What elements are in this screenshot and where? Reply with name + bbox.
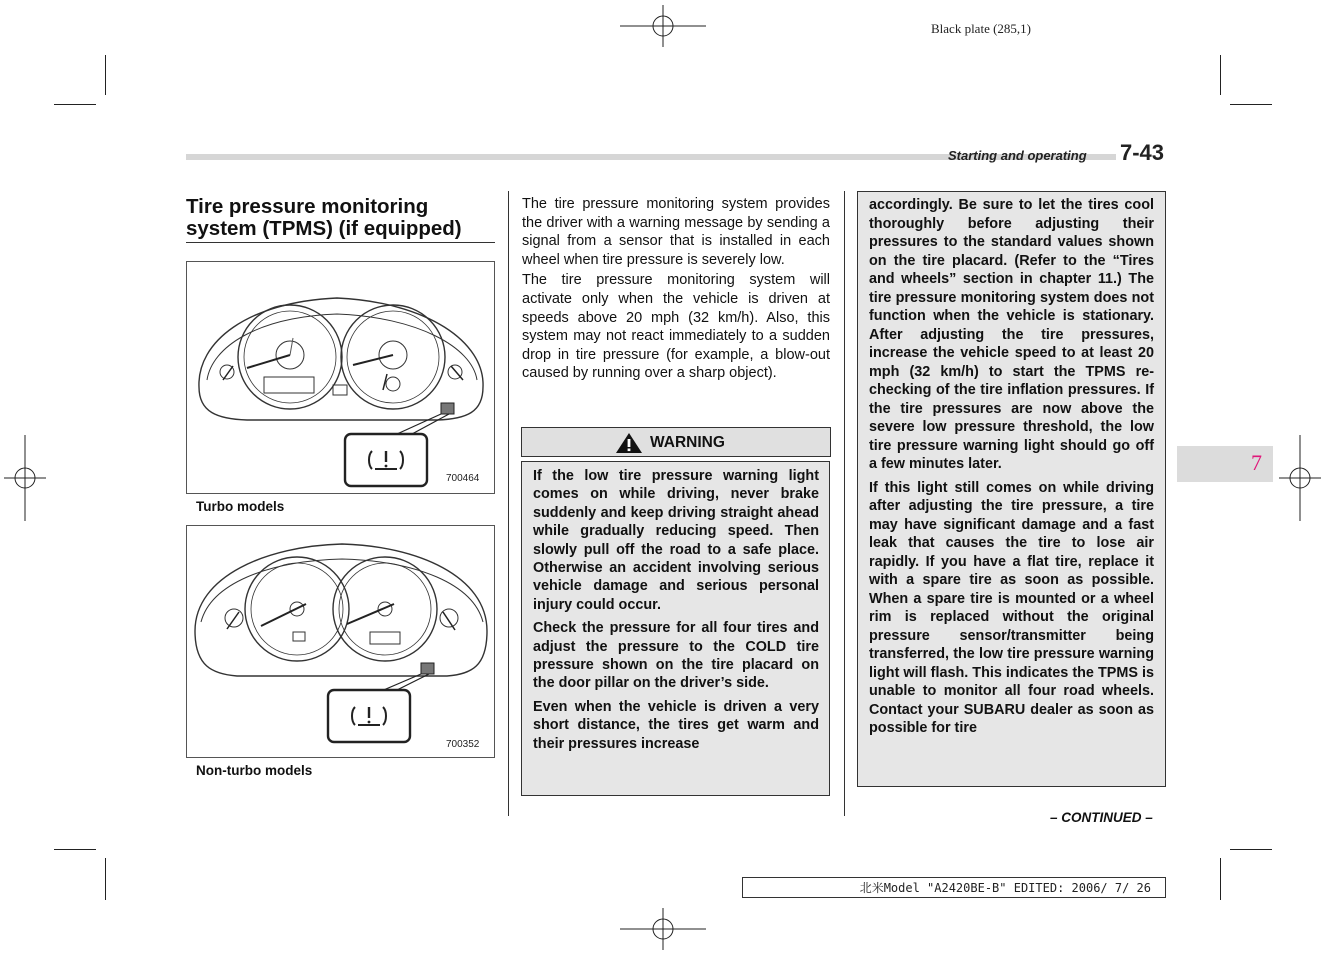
plate-text: Black plate (285,1) [931, 21, 1031, 36]
figure-caption: Turbo models [196, 499, 285, 514]
chapter-tab-number: 7 [1251, 450, 1262, 475]
paragraph: The tire pressure monitoring system provides the driver with a warning message by sending a signal from a sensor that is installed in each wheel when tire pressure is severely low. [522, 196, 830, 268]
figure-caption: Non-turbo models [196, 763, 313, 778]
warning-box-continued [857, 191, 1166, 787]
warning-label: WARNING [650, 434, 725, 451]
warning-header [521, 427, 831, 457]
warning-paragraph: accordingly. Be sure to let the tires cool thoroughly before adjusting their pressures to the standard values shown on the tire placard. (Refer to the “Tires and wheels” section in chapter 11.) The tire pressure monitoring system does not function when the vehicle is stationary. After adjusting the tire pressures, increase the vehicle speed to at least 20 mph (32 km/h) to start the TPMS re-checking of the tire inflation pressures. If the tire pressures are now above the severe low pressure threshold, the low tire pressure warning light should go off a few minutes later. [869, 197, 1154, 472]
figure-number: 700352 [446, 739, 480, 750]
instrument-cluster-illustration [187, 526, 494, 757]
column-divider [508, 191, 509, 816]
warning-box [521, 461, 830, 796]
warning-paragraph: Even when the vehicle is driven a very short distance, the tires get warm and their pressures increase [533, 698, 819, 752]
column-divider [844, 191, 845, 816]
crop-mark [54, 849, 96, 850]
page-number: 7-43 [1120, 140, 1165, 165]
warning-paragraph: If the low tire pressure warning light comes on while driving, never brake suddenly and keep driving straight ahead while gradually reducing speed. Then slowly pull off the road to a safe place. Otherwise an accident involving serious vehicle damage and serious personal injury could occur. [533, 468, 819, 613]
figure-turbo-cluster [186, 261, 495, 494]
crop-mark [105, 55, 106, 95]
warning-paragraph: Check the pressure for all four tires and adjust the pressure to the COLD tire pressure shown on the tire placard on the door pillar on the driver’s side. [533, 620, 819, 692]
continued-label: – CONTINUED – [1050, 810, 1153, 825]
crop-mark [105, 858, 106, 900]
registration-mark-left [4, 435, 46, 521]
instrument-cluster-illustration [187, 262, 494, 493]
crop-mark [1230, 104, 1272, 105]
page-title: Tire pressure monitoring system (TPMS) (if equipped) [186, 195, 462, 240]
crop-mark [1230, 849, 1272, 850]
section-title: Starting and operating [948, 148, 1087, 163]
intro-text [522, 195, 830, 385]
paragraph: The tire pressure monitoring system will activate only when the vehicle is driven at speeds above 20 mph (32 km/h). Also, this system may not react immediately to a sudden drop in tire pressure (for example, a blow-out caused by running over a sharp object). [522, 272, 830, 382]
crop-mark [1220, 858, 1221, 900]
figure-number: 700464 [446, 473, 480, 484]
registration-mark-top [620, 5, 706, 47]
title-underline [186, 242, 495, 243]
footer-text: 北米Model "A2420BE-B" EDITED: 2006/ 7/ 26 [859, 881, 1151, 895]
chapter-tab [1177, 446, 1273, 482]
registration-mark-bottom [620, 908, 706, 950]
footer-edit-info [742, 877, 1166, 898]
warning-paragraph: If this light still comes on while driving after adjusting the tire pressure, a tire may have significant damage and a fast leak that causes the tire to lose air rapidly. If you have a flat tire, replace it with a spare tire as soon as possible. When a spare tire is mounted or a wheel rim is replaced without the original pressure sensor/transmitter being transferred, the low tire pressure warning light will flash. This indicates the TPMS is unable to monitor all four road wheels. Contact your SUBARU dealer as soon as possible for tire [869, 479, 1154, 736]
figure-nonturbo-cluster [186, 525, 495, 758]
crop-mark [54, 104, 96, 105]
crop-mark [1220, 55, 1221, 95]
warning-triangle-icon [614, 431, 644, 455]
registration-mark-right [1279, 435, 1321, 521]
